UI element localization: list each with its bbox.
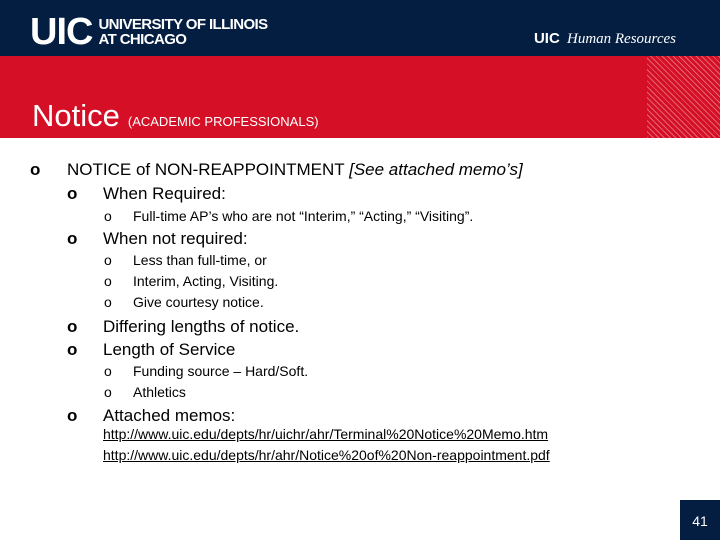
logo-wordmark: UIC xyxy=(30,11,93,53)
item-when-not-required: When not required: xyxy=(103,229,248,248)
heading-italic-text: [See attached memo’s] xyxy=(349,160,523,179)
bullet-marker: o xyxy=(104,252,112,268)
subitem-athletics: Athletics xyxy=(133,384,186,400)
subitem-courtesy: Give courtesy notice. xyxy=(133,294,264,310)
item-when-required: When Required: xyxy=(103,184,226,203)
heading-notice xyxy=(67,160,523,180)
subitem-funding: Funding source – Hard/Soft. xyxy=(133,363,309,379)
bullet-marker: o xyxy=(67,317,78,336)
subitem-less-than-full-time: Less than full-time, or xyxy=(133,252,267,268)
bullet-marker: o xyxy=(67,406,78,425)
bullet-marker: o xyxy=(67,229,78,248)
item-length-of-service: Length of Service xyxy=(103,340,236,359)
bullet-marker: o xyxy=(30,160,41,179)
header-label-hr: Human Resources xyxy=(566,31,676,47)
slide-title-sub: (ACADEMIC PROFESSIONALS) xyxy=(127,114,319,129)
logo-line-2: AT CHICAGO xyxy=(98,31,187,48)
page-number: 41 xyxy=(680,500,720,540)
logo-line-1: UNIVERSITY OF ILLINOIS xyxy=(98,16,268,33)
memo-link-non-reappointment[interactable]: http://www.uic.edu/depts/hr/ahr/Notice%20of%20Non-reappointment.pdf xyxy=(103,447,550,463)
header-label-uic: UIC xyxy=(533,30,560,47)
item-differing: Differing lengths of notice. xyxy=(103,317,300,336)
subitem-full-time: Full-time AP’s who are not “Interim,” “Acting,” “Visiting”. xyxy=(133,208,474,224)
bullet-marker: o xyxy=(104,208,112,224)
bullet-marker: o xyxy=(104,384,112,400)
slide-title-main: Notice xyxy=(32,98,120,133)
heading-text: NOTICE of NON-REAPPOINTMENT xyxy=(67,160,350,179)
bullet-marker: o xyxy=(104,273,112,289)
memo-link-terminal-notice[interactable]: http://www.uic.edu/depts/hr/uichr/ahr/Terminal%20Notice%20Memo.htm xyxy=(103,426,549,442)
bullet-marker: o xyxy=(104,363,112,379)
bullet-marker: o xyxy=(67,340,78,359)
subitem-interim: Interim, Acting, Visiting. xyxy=(133,273,279,289)
item-attached-memos: Attached memos: xyxy=(103,406,236,425)
bullet-marker: o xyxy=(67,184,78,203)
bullet-marker: o xyxy=(104,294,112,310)
